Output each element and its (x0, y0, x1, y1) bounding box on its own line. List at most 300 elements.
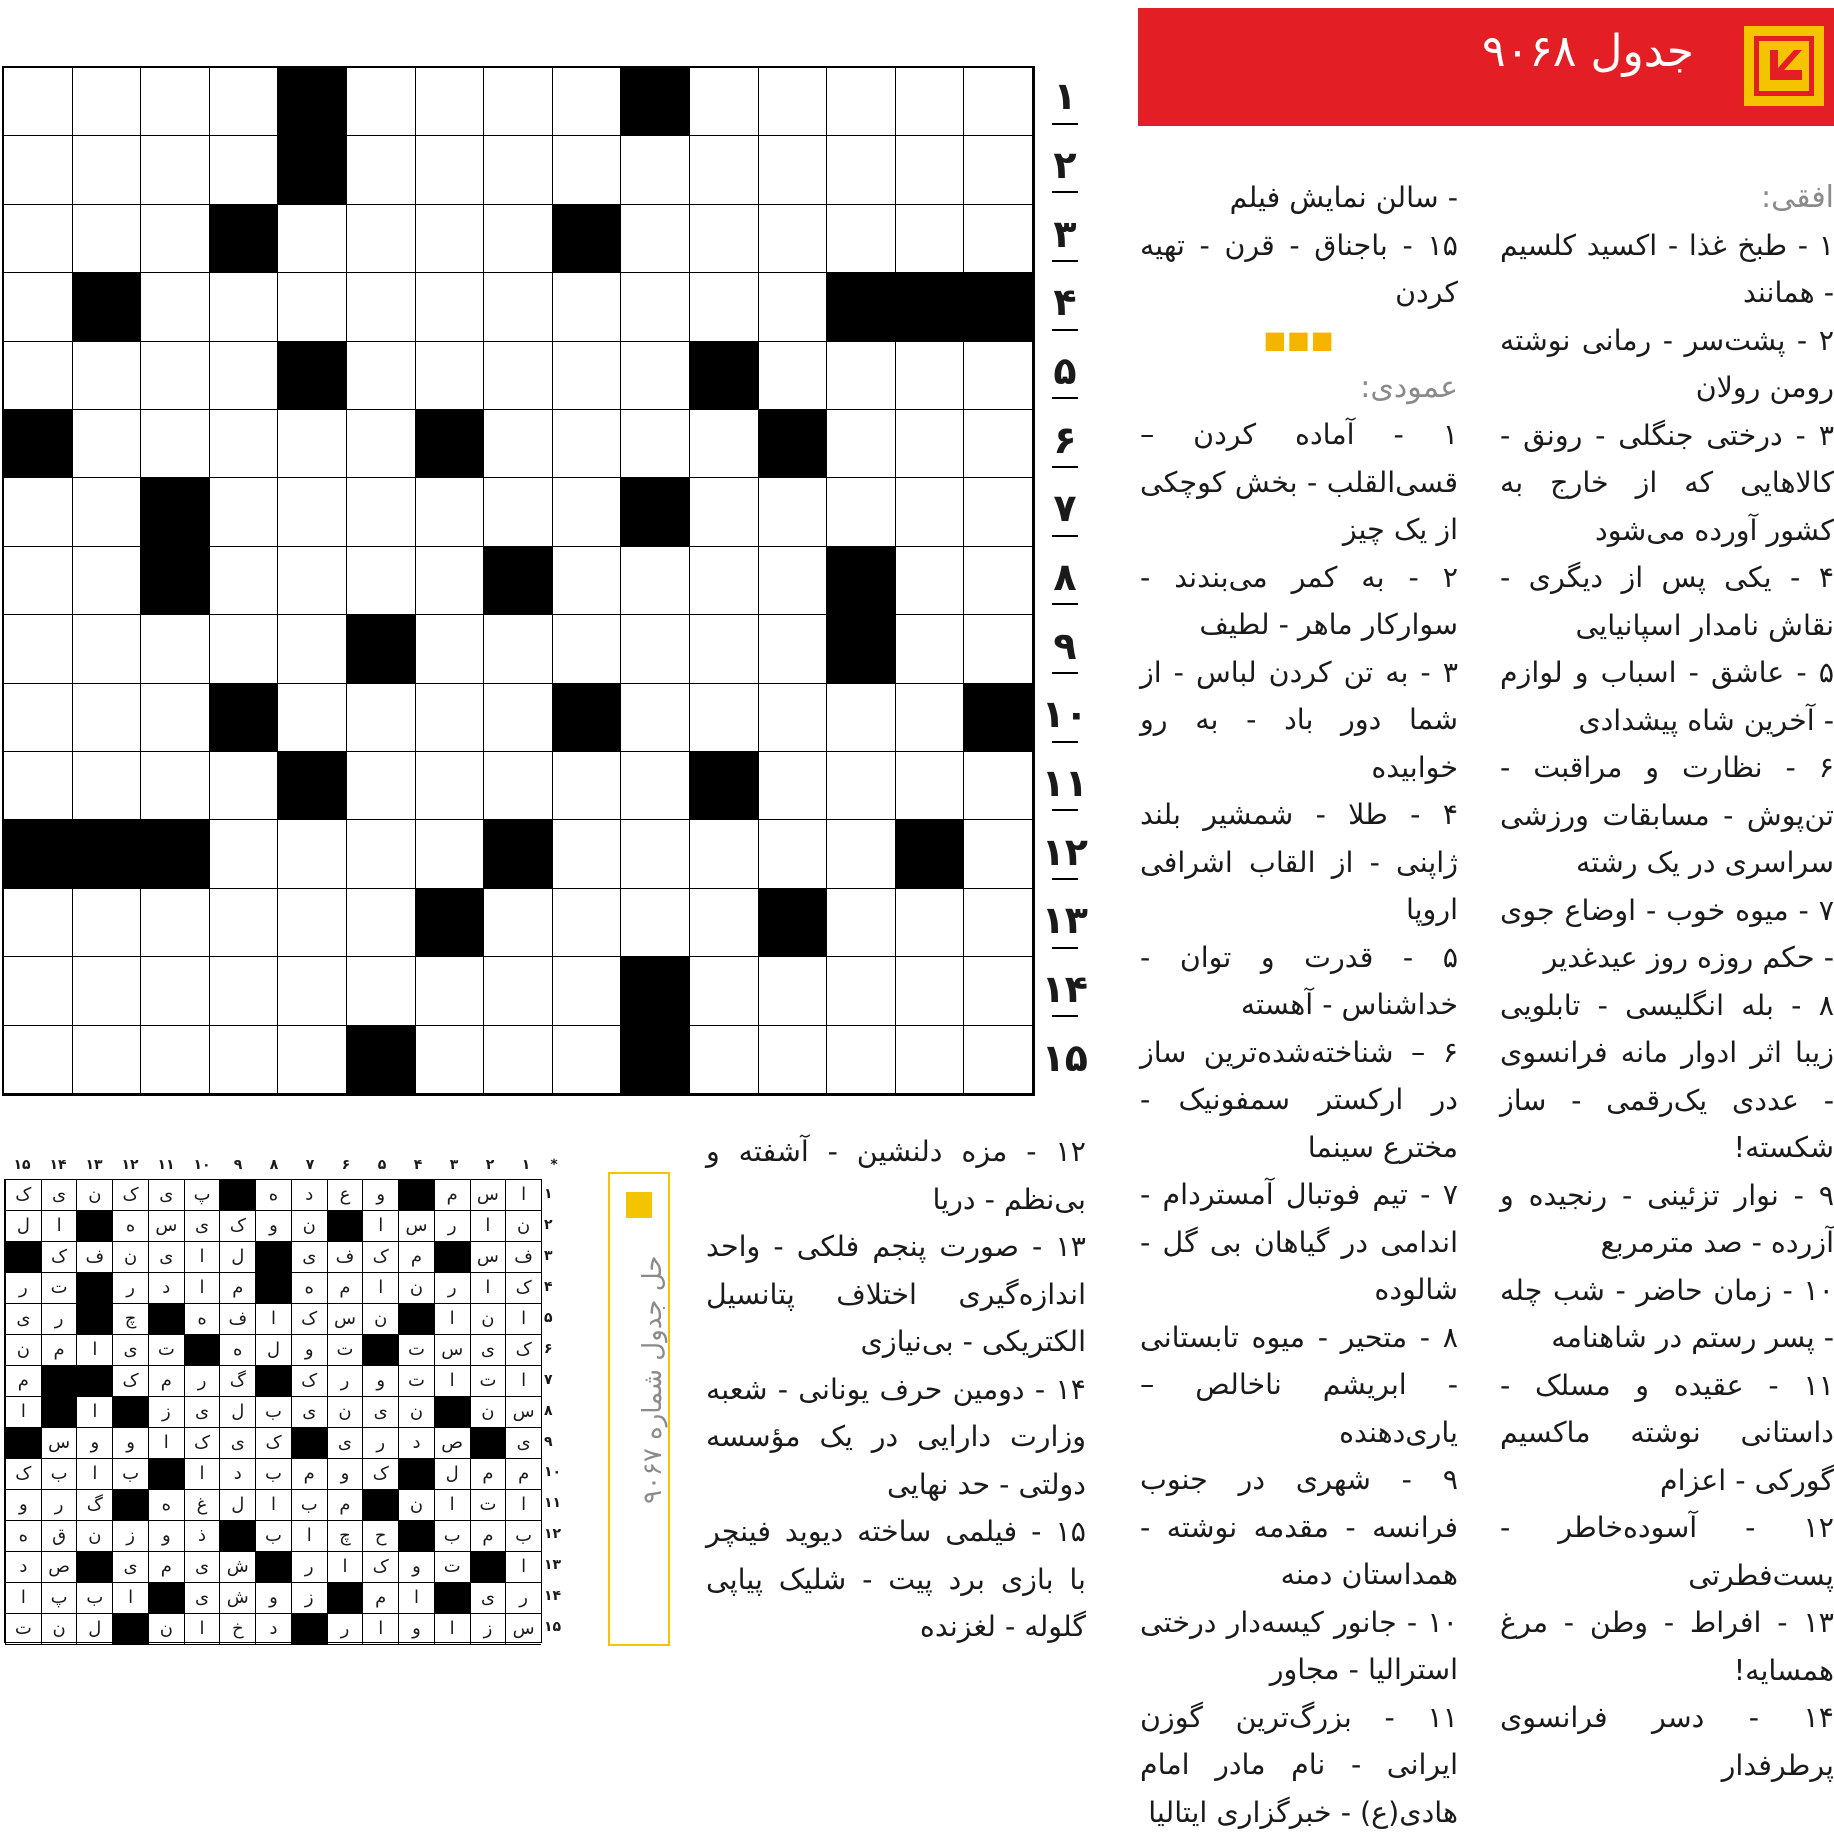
grid-cell[interactable] (827, 478, 896, 546)
grid-cell[interactable] (896, 684, 965, 752)
grid-cell[interactable] (759, 752, 828, 820)
grid-cell[interactable] (484, 1026, 553, 1094)
answer-cell: ک (505, 1335, 541, 1366)
grid-cell[interactable] (896, 1026, 965, 1094)
grid-cell[interactable] (827, 342, 896, 410)
clue-item: ۱۵ - فیلمی ساخته دیوید فینچر با بازی برد پیت - شلیک پیاپی گلوله - لغزنده (706, 1508, 1086, 1651)
grid-cell[interactable] (759, 1026, 828, 1094)
grid-cell[interactable] (690, 615, 759, 683)
clue-item: ۱۲ - مزه دلنشین - آشفته و بی‌نظم - دریا (706, 1128, 1086, 1223)
black-cell (4, 410, 73, 478)
grid-cell[interactable] (347, 547, 416, 615)
grid-cell[interactable] (141, 889, 210, 957)
grid-cell[interactable] (827, 136, 896, 204)
grid-cell[interactable] (416, 273, 485, 341)
answer-cell: ر (41, 1304, 77, 1335)
grid-cell[interactable] (73, 615, 142, 683)
grid-cell[interactable] (141, 684, 210, 752)
answer-cell: و (112, 1428, 148, 1459)
horizontal-heading: افقی: (1500, 174, 1834, 222)
grid-cell[interactable] (347, 478, 416, 546)
grid-cell[interactable] (416, 1026, 485, 1094)
grid-cell[interactable] (964, 68, 1033, 136)
grid-cell[interactable] (759, 547, 828, 615)
answer-cell: م (148, 1552, 184, 1583)
answer-cell: ب (41, 1459, 77, 1490)
grid-cell[interactable] (73, 684, 142, 752)
grid-cell[interactable] (484, 136, 553, 204)
answer-cell: ه (255, 1180, 291, 1211)
grid-cell[interactable] (759, 684, 828, 752)
grid-cell[interactable] (553, 752, 622, 820)
row-divider (1052, 1015, 1078, 1017)
grid-cell[interactable] (896, 752, 965, 820)
grid-cell[interactable] (4, 752, 73, 820)
black-cell (827, 547, 896, 615)
answer-cell: س (470, 1180, 506, 1211)
grid-cell[interactable] (896, 410, 965, 478)
grid-cell[interactable] (690, 957, 759, 1025)
grid-cell[interactable] (347, 273, 416, 341)
grid-cell[interactable] (73, 889, 142, 957)
grid-cell[interactable] (896, 957, 965, 1025)
answer-cell: س (505, 1614, 541, 1645)
clue-item: ۱۰ - جانور کیسه‌دار درختی استرالیا - مجاور (1140, 1599, 1458, 1694)
answer-cell: ت (148, 1335, 184, 1366)
clues-middle (1140, 174, 1458, 1836)
grid-cell[interactable] (553, 136, 622, 204)
answer-black-cell (76, 1366, 112, 1397)
grid-cell[interactable] (484, 478, 553, 546)
grid-cell[interactable] (210, 1026, 279, 1094)
answer-cell: پ (41, 1583, 77, 1614)
grid-cell[interactable] (347, 889, 416, 957)
answer-cell: م (219, 1273, 255, 1304)
answer-cell: و (327, 1459, 363, 1490)
grid-cell[interactable] (553, 273, 622, 341)
grid-cell[interactable] (141, 410, 210, 478)
black-cell (964, 684, 1033, 752)
answer-cell: ت (470, 1490, 506, 1521)
clue-item: ۸ - متحیر - میوه تابستانی - ابریشم ناخالص – یاری‌دهنده (1140, 1314, 1458, 1457)
grid-cell[interactable] (141, 136, 210, 204)
answer-cell: ا (291, 1521, 327, 1552)
grid-cell[interactable] (416, 547, 485, 615)
answer-cell: گ (219, 1366, 255, 1397)
grid-cell[interactable] (621, 205, 690, 273)
grid-cell[interactable] (827, 820, 896, 888)
grid-cell[interactable] (690, 820, 759, 888)
grid-cell[interactable] (690, 136, 759, 204)
answer-cell: و (148, 1521, 184, 1552)
grid-cell[interactable] (73, 752, 142, 820)
grid-cell[interactable] (964, 342, 1033, 410)
answer-black-cell (327, 1211, 363, 1242)
answer-cell: س (505, 1397, 541, 1428)
grid-cell[interactable] (553, 68, 622, 136)
grid-cell[interactable] (553, 478, 622, 546)
crossword-grid[interactable] (2, 66, 1035, 1096)
grid-cell[interactable] (690, 889, 759, 957)
grid-cell[interactable] (278, 820, 347, 888)
answer-cell: ف (219, 1304, 255, 1335)
black-cell (621, 68, 690, 136)
answer-cell: ن (362, 1304, 398, 1335)
answer-cell: س (327, 1304, 363, 1335)
clue-item: ۲ - پشت‌سر - رمانی نوشته رومن رولان (1500, 317, 1834, 412)
grid-cell[interactable] (827, 410, 896, 478)
grid-cell[interactable] (621, 684, 690, 752)
grid-cell[interactable] (553, 615, 622, 683)
grid-cell[interactable] (278, 205, 347, 273)
grid-cell[interactable] (621, 273, 690, 341)
grid-cell[interactable] (416, 136, 485, 204)
grid-cell[interactable] (210, 957, 279, 1025)
grid-cell[interactable] (4, 478, 73, 546)
grid-cell[interactable] (759, 820, 828, 888)
clue-item: ۳ - به تن کردن لباس - از شما دور باد - به رو خوابیده (1140, 649, 1458, 792)
answer-cell: ص (41, 1552, 77, 1583)
grid-cell[interactable] (759, 957, 828, 1025)
grid-cell[interactable] (827, 205, 896, 273)
answer-cell: ت (470, 1366, 506, 1397)
answer-cell: ن (5, 1335, 41, 1366)
grid-cell[interactable] (141, 615, 210, 683)
grid-cell[interactable] (759, 136, 828, 204)
grid-cell[interactable] (759, 342, 828, 410)
black-cell (896, 273, 965, 341)
answer-cell: ف (505, 1242, 541, 1273)
answer-label: حل جدول شماره ۹۰۶۷ (638, 1256, 668, 1505)
answer-cell: ک (255, 1428, 291, 1459)
clue-item: ۱ - طبخ غذا - اکسید کلسیم - همانند (1500, 222, 1834, 317)
grid-cell[interactable] (759, 615, 828, 683)
grid-cell[interactable] (553, 410, 622, 478)
row-number: ۱۲ (1042, 830, 1088, 874)
grid-cell[interactable] (278, 615, 347, 683)
grid-cell[interactable] (621, 410, 690, 478)
grid-cell[interactable] (73, 410, 142, 478)
grid-cell[interactable] (690, 410, 759, 478)
logo-icon (1744, 26, 1824, 106)
grid-cell[interactable] (690, 205, 759, 273)
answer-cell: ر (434, 1211, 470, 1242)
answer-cell: ت (434, 1552, 470, 1583)
row-divider (1052, 191, 1078, 193)
grid-cell[interactable] (210, 547, 279, 615)
grid-cell[interactable] (827, 684, 896, 752)
grid-cell[interactable] (210, 273, 279, 341)
grid-cell[interactable] (73, 205, 142, 273)
answer-cell: ت (398, 1335, 434, 1366)
answer-cell: ا (255, 1304, 291, 1335)
grid-cell[interactable] (210, 342, 279, 410)
grid-cell[interactable] (964, 547, 1033, 615)
grid-cell[interactable] (416, 615, 485, 683)
grid-cell[interactable] (827, 889, 896, 957)
grid-cell[interactable] (278, 957, 347, 1025)
clue-item: ۶ – شناخته‌شده‌ترین ساز در ارکستر سمفونیک - مخترع سینما (1140, 1029, 1458, 1172)
grid-cell[interactable] (690, 68, 759, 136)
grid-cell[interactable] (827, 1026, 896, 1094)
grid-cell[interactable] (73, 1026, 142, 1094)
answer-cell: ی (362, 1397, 398, 1428)
answer-cell: س (470, 1242, 506, 1273)
black-cell (553, 684, 622, 752)
answer-cell: ی (291, 1397, 327, 1428)
answer-col-number: ۲ (472, 1153, 508, 1177)
answer-cell: م (434, 1180, 470, 1211)
black-cell (827, 615, 896, 683)
grid-cell[interactable] (690, 273, 759, 341)
grid-cell[interactable] (347, 820, 416, 888)
grid-cell[interactable] (621, 615, 690, 683)
grid-cell[interactable] (964, 752, 1033, 820)
grid-cell[interactable] (141, 957, 210, 1025)
answer-cell: و (398, 1614, 434, 1645)
answer-cell: ل (76, 1614, 112, 1645)
grid-cell[interactable] (278, 684, 347, 752)
grid-cell[interactable] (73, 342, 142, 410)
grid-cell[interactable] (690, 1026, 759, 1094)
grid-cell[interactable] (553, 889, 622, 957)
grid-cell[interactable] (621, 547, 690, 615)
answer-row-number: ۶ (544, 1334, 564, 1365)
grid-cell[interactable] (896, 478, 965, 546)
answer-cell: ف (76, 1242, 112, 1273)
grid-cell[interactable] (553, 1026, 622, 1094)
grid-cell[interactable] (73, 547, 142, 615)
grid-cell[interactable] (4, 957, 73, 1025)
grid-cell[interactable] (484, 615, 553, 683)
grid-cell[interactable] (484, 68, 553, 136)
grid-cell[interactable] (964, 478, 1033, 546)
black-cell (347, 615, 416, 683)
row-number: ۳ (1042, 212, 1088, 256)
answer-row-number: ۱۲ (544, 1519, 564, 1550)
answer-cell: ب (76, 1583, 112, 1614)
grid-cell[interactable] (553, 547, 622, 615)
grid-cell[interactable] (73, 68, 142, 136)
grid-cell[interactable] (759, 68, 828, 136)
answer-cell: ش (219, 1583, 255, 1614)
black-cell (210, 684, 279, 752)
grid-cell[interactable] (964, 957, 1033, 1025)
answer-cell: ک (291, 1304, 327, 1335)
grid-cell[interactable] (896, 615, 965, 683)
grid-cell[interactable] (484, 410, 553, 478)
grid-cell[interactable] (896, 136, 965, 204)
grid-cell[interactable] (759, 205, 828, 273)
grid-cell[interactable] (278, 410, 347, 478)
grid-cell[interactable] (621, 342, 690, 410)
answer-cell: ی (184, 1552, 220, 1583)
grid-cell[interactable] (4, 1026, 73, 1094)
grid-cell[interactable] (416, 752, 485, 820)
grid-cell[interactable] (484, 684, 553, 752)
grid-cell[interactable] (964, 889, 1033, 957)
grid-cell[interactable] (210, 820, 279, 888)
answer-cell: ن (76, 1521, 112, 1552)
grid-cell[interactable] (416, 478, 485, 546)
answer-black-cell (184, 1335, 220, 1366)
row-number: ۱۵ (1042, 1036, 1088, 1080)
grid-cell[interactable] (4, 136, 73, 204)
row-divider (1052, 535, 1078, 537)
grid-cell[interactable] (4, 889, 73, 957)
grid-cell[interactable] (759, 478, 828, 546)
grid-cell[interactable] (210, 752, 279, 820)
answer-header-star: * (544, 1153, 564, 1177)
grid-cell[interactable] (964, 136, 1033, 204)
grid-cell[interactable] (278, 273, 347, 341)
grid-cell[interactable] (347, 68, 416, 136)
grid-cell[interactable] (347, 410, 416, 478)
grid-cell[interactable] (278, 1026, 347, 1094)
answer-cell: ن (41, 1614, 77, 1645)
answer-cell: ک (362, 1552, 398, 1583)
answer-black-cell (362, 1490, 398, 1521)
answer-black-cell (41, 1366, 77, 1397)
grid-cell[interactable] (416, 957, 485, 1025)
grid-cell[interactable] (964, 205, 1033, 273)
grid-cell[interactable] (416, 684, 485, 752)
grid-cell[interactable] (416, 205, 485, 273)
clue-item: ۱ - آماده کردن – قسی‌القلب - بخش کوچکی از یک چیز (1140, 411, 1458, 554)
grid-cell[interactable] (416, 342, 485, 410)
grid-cell[interactable] (73, 136, 142, 204)
grid-cell[interactable] (896, 205, 965, 273)
grid-cell[interactable] (964, 1026, 1033, 1094)
grid-cell[interactable] (896, 342, 965, 410)
grid-cell[interactable] (141, 1026, 210, 1094)
black-cell (141, 478, 210, 546)
answer-cell: ی (148, 1242, 184, 1273)
grid-cell[interactable] (553, 820, 622, 888)
answer-cell: ن (291, 1211, 327, 1242)
grid-cell[interactable] (347, 752, 416, 820)
grid-cell[interactable] (4, 547, 73, 615)
grid-cell[interactable] (827, 752, 896, 820)
answer-cell: م (327, 1490, 363, 1521)
grid-cell[interactable] (690, 547, 759, 615)
answer-col-number: ۷ (292, 1153, 328, 1177)
grid-cell[interactable] (964, 410, 1033, 478)
row-number: ۱۱ (1042, 761, 1088, 805)
answer-cell: ذ (184, 1521, 220, 1552)
answer-cell: خ (219, 1614, 255, 1645)
grid-cell[interactable] (347, 684, 416, 752)
grid-cell[interactable] (210, 478, 279, 546)
grid-cell[interactable] (416, 820, 485, 888)
grid-cell[interactable] (278, 547, 347, 615)
grid-cell[interactable] (141, 205, 210, 273)
grid-cell[interactable] (690, 478, 759, 546)
grid-cell[interactable] (484, 752, 553, 820)
clue-item: ۱۱ - عقیده و مسلک - داستانی نوشته ماکسیم گورکی - اعزام (1500, 1362, 1834, 1505)
answer-black-cell (148, 1459, 184, 1490)
answer-col-number: ۱۲ (112, 1153, 148, 1177)
grid-cell[interactable] (621, 889, 690, 957)
grid-cell[interactable] (4, 615, 73, 683)
grid-cell[interactable] (896, 547, 965, 615)
grid-cell[interactable] (141, 68, 210, 136)
answer-cell: ی (470, 1335, 506, 1366)
grid-cell[interactable] (4, 342, 73, 410)
grid-cell[interactable] (827, 957, 896, 1025)
grid-cell[interactable] (759, 273, 828, 341)
grid-cell[interactable] (621, 752, 690, 820)
answer-black-cell (398, 1521, 434, 1552)
grid-cell[interactable] (4, 684, 73, 752)
grid-cell[interactable] (347, 342, 416, 410)
grid-cell[interactable] (484, 273, 553, 341)
grid-cell[interactable] (416, 68, 485, 136)
answer-cell: ل (434, 1459, 470, 1490)
grid-cell[interactable] (827, 68, 896, 136)
answer-cell: ک (41, 1242, 77, 1273)
grid-cell[interactable] (141, 342, 210, 410)
grid-cell[interactable] (553, 957, 622, 1025)
grid-cell[interactable] (964, 615, 1033, 683)
grid-cell[interactable] (210, 136, 279, 204)
grid-cell[interactable] (210, 410, 279, 478)
answer-black-cell (255, 1273, 291, 1304)
grid-cell[interactable] (347, 957, 416, 1025)
grid-cell[interactable] (141, 752, 210, 820)
answer-col-number: ۱۰ (184, 1153, 220, 1177)
answer-cell: و (362, 1180, 398, 1211)
grid-cell[interactable] (896, 68, 965, 136)
answer-cell: پ (184, 1180, 220, 1211)
grid-cell[interactable] (964, 820, 1033, 888)
grid-cell[interactable] (210, 615, 279, 683)
row-number: ۴ (1042, 280, 1088, 324)
grid-cell[interactable] (690, 684, 759, 752)
grid-cell[interactable] (73, 957, 142, 1025)
grid-cell[interactable] (141, 273, 210, 341)
answer-row-number: ۱۵ (544, 1612, 564, 1643)
grid-cell[interactable] (347, 136, 416, 204)
answer-cell: ف (327, 1242, 363, 1273)
grid-cell[interactable] (210, 889, 279, 957)
answer-cell: ک (5, 1180, 41, 1211)
answer-cell: ن (76, 1180, 112, 1211)
grid-cell[interactable] (347, 205, 416, 273)
grid-cell[interactable] (553, 342, 622, 410)
black-cell (553, 205, 622, 273)
answer-cell: ی (327, 1428, 363, 1459)
answer-black-cell (76, 1211, 112, 1242)
black-cell (759, 889, 828, 957)
grid-cell[interactable] (621, 820, 690, 888)
grid-cell[interactable] (278, 478, 347, 546)
grid-cell[interactable] (484, 957, 553, 1025)
grid-cell[interactable] (210, 68, 279, 136)
grid-cell[interactable] (278, 889, 347, 957)
grid-cell[interactable] (4, 273, 73, 341)
clue-item: ۸ - بله انگلیسی - تابلویی زیبا اثر ادوار مانه فرانسوی - عددی یک‌رقمی - ساز شکسته! (1500, 982, 1834, 1172)
grid-cell[interactable] (484, 205, 553, 273)
grid-cell[interactable] (73, 478, 142, 546)
grid-cell[interactable] (621, 136, 690, 204)
answer-cell: ا (505, 1552, 541, 1583)
grid-cell[interactable] (484, 342, 553, 410)
grid-cell[interactable] (484, 889, 553, 957)
grid-cell[interactable] (4, 68, 73, 136)
grid-cell[interactable] (896, 889, 965, 957)
grid-cell[interactable] (4, 205, 73, 273)
